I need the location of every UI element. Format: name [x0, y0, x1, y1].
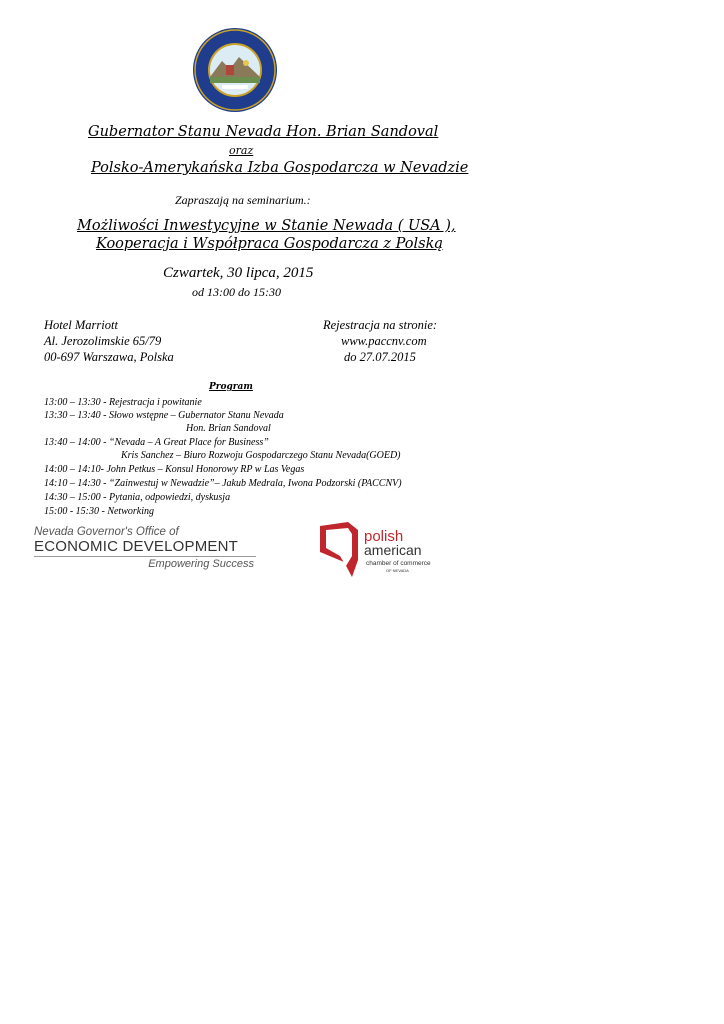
seminar-title-line2: Kooperacja i Współpraca Gospodarcza z Polską — [96, 236, 444, 252]
oraz-text: oraz — [229, 144, 254, 157]
seal-icon — [192, 27, 278, 113]
econ-logo-line2: ECONOMIC DEVELOPMENT — [34, 538, 239, 555]
program-item: 13:30 – 13:40 - Słowo wstępne – Gubernator Stanu Nevada — [44, 410, 284, 421]
seminar-date: Czwartek, 30 lipca, 2015 — [163, 265, 314, 281]
seminar-time: od 13:00 do 15:30 — [192, 285, 281, 299]
econ-logo-line3: Empowering Success — [148, 558, 254, 570]
econ-logo-line1: Nevada Governor's Office of — [34, 526, 179, 538]
program-item: 15:00 - 15:30 - Networking — [44, 506, 154, 517]
registration-line1: Rejestracja na stronie: — [323, 318, 438, 332]
pacc-logo — [318, 522, 442, 578]
program-item: 14:10 – 14:30 - “Zainwestuj w Newadzie”– Jakub Medrala, Iwona Podzorski (PACCNV) — [44, 478, 402, 489]
program-item: 14:30 – 15:00 - Pytania, odpowiedzi, dyskusja — [44, 492, 231, 503]
registration-url[interactable]: www.paccnv.com — [341, 334, 427, 348]
program-item: 13:00 – 13:30 - Rejestracja i powitanie — [44, 397, 202, 408]
program-heading: Program — [209, 382, 253, 392]
program-item: Hon. Brian Sandoval — [186, 423, 271, 434]
registration-deadline: do 27.07.2015 — [344, 350, 416, 364]
pacc-flag-icon — [318, 522, 362, 578]
econ-development-logo — [34, 526, 256, 572]
seminar-title-line1: Możliwości Inwestycyjne w Stanie Newada ( USA ), — [77, 218, 456, 234]
econ-logo-divider — [34, 556, 256, 557]
pacc-logo-american: american — [364, 542, 422, 558]
program-item: 13:40 – 14:00 - “Nevada – A Great Place for Business” — [44, 437, 269, 448]
venue-line1: Hotel Marriott — [44, 318, 118, 332]
venue-line2: Al. Jerozolimskie 65/79 — [44, 334, 162, 348]
pacc-logo-polish: polish — [364, 528, 404, 545]
pacc-logo-chamber: chamber of commerce — [366, 560, 431, 567]
program-item: 14:00 – 14:10- John Petkus – Konsul Honorowy RP w Las Vegas — [44, 464, 305, 475]
program-item: Kris Sanchez – Biuro Rozwoju Gospodarczego Stanu Nevada(GOED) — [121, 450, 401, 461]
pacc-logo-nevada: OF NEVADA — [386, 568, 409, 573]
venue-line3: 00-697 Warszawa, Polska — [44, 350, 174, 364]
nevada-seal-logo — [192, 27, 278, 113]
governor-heading: Gubernator Stanu Nevada Hon. Brian Sandoval — [88, 124, 439, 140]
chamber-heading: Polsko-Amerykańska Izba Gospodarcza w Nevadzie — [91, 160, 469, 176]
invite-text: Zapraszają na seminarium.: — [175, 193, 311, 207]
